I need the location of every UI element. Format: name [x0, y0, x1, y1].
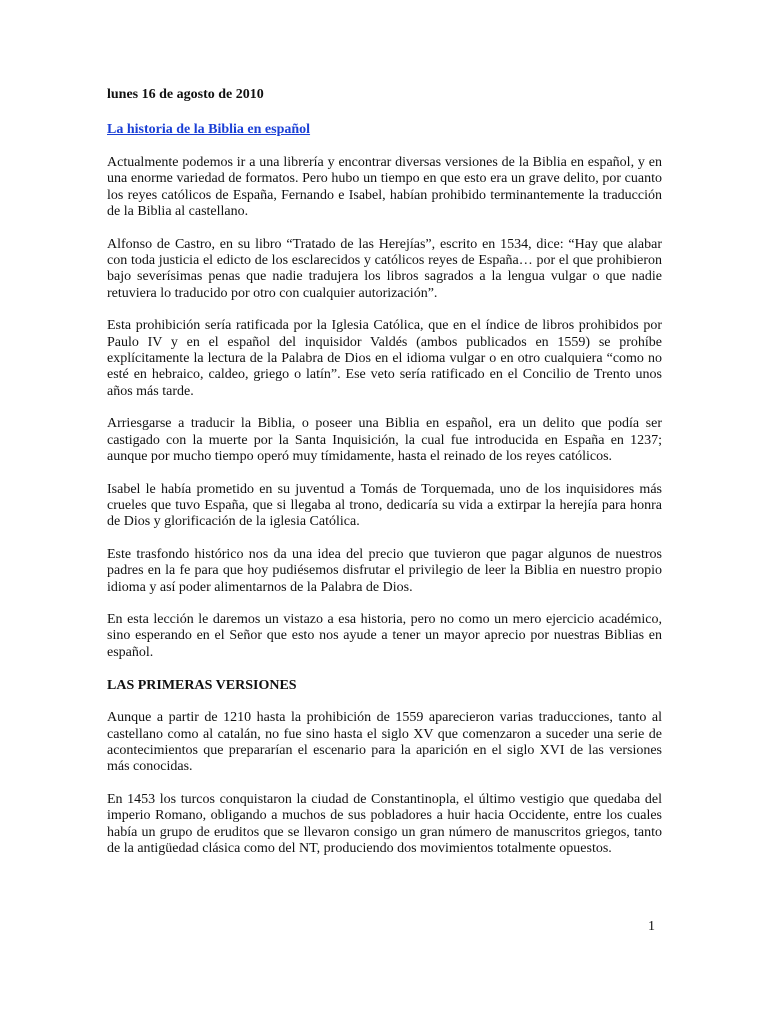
page-number: 1 [648, 919, 655, 934]
paragraph-5: Isabel le había prometido en su juventud a Tomás de Torquemada, uno de los inquisidores más crueles que tuvo España, que si llegaba al trono, dedicaría su vida a extirpar la herejía para honra de Dios y glorificación de la iglesia Católica. [107, 481, 662, 530]
paragraph-1: Actualmente podemos ir a una librería y encontrar diversas versiones de la Biblia en español, y en una enorme variedad de formatos. Pero hubo un tiempo en que esto era un grave delito, por cuanto los reyes católicos de España, Fernando e Isabel, habían prohibido terminantemente la traducción de la Biblia al castellano. [107, 155, 662, 220]
paragraph-6: Este trasfondo histórico nos da una idea del precio que tuvieron que pagar algunos de nuestros padres en la fe para que hoy pudiésemos disfrutar el privilegio de leer la Biblia en nuestro propio idioma y así poder alimentarnos de la Palabra de Dios. [107, 546, 662, 595]
section-heading: LAS PRIMERAS VERSIONES [107, 678, 297, 694]
post-date: lunes 16 de agosto de 2010 [107, 87, 264, 102]
document-body [107, 86, 662, 873]
section-paragraph-1: Aunque a partir de 1210 hasta la prohibición de 1559 aparecieron varias traducciones, tanto al castellano como al catalán, no fue sino hasta el siglo XV que comenzaron a suceder una serie de acontecimientos que prepararían el escenario para la aparición en el siglo XVI de las versiones más conocidas. [107, 710, 662, 775]
article-title-link[interactable]: La historia de la Biblia en español [107, 122, 311, 137]
section-paragraph-2: En 1453 los turcos conquistaron la ciudad de Constantinopla, el último vestigio que quedaba del imperio Romano, obligando a muchos de sus pobladores a huir hacia Occidente, entre los cuales había un grupo de eruditos que se llevaron consigo un gran número de manuscritos griegos, tanto de la antigüedad clásica como del NT, produciendo dos movimientos totalmente opuestos. [107, 791, 662, 856]
paragraph-3: Esta prohibición sería ratificada por la Iglesia Católica, que en el índice de libros prohibidos por Paulo IV y en el español del inquisidor Valdés (ambos publicados en 1559) se prohíbe explícitamente la lectura de la Palabra de Dios en el idioma vulgar o en otro cualquiera “como no esté en hebraico, caldeo, griego o latín”. Ese veto sería ratificado en el Concilio de Trento unos años más tarde. [107, 318, 662, 399]
paragraph-7: En esta lección le daremos un vistazo a esa historia, pero no como un mero ejercicio académico, sino esperando en el Señor que esto nos ayude a tener un mayor aprecio por nuestras Biblias en español. [107, 611, 662, 660]
paragraph-2: Alfonso de Castro, en su libro “Tratado de las Herejías”, escrito en 1534, dice: “Hay que alabar con toda justicia el edicto de los esclarecidos y católicos reyes de España… por el que prohibieron bajo severísimas penas que nadie tradujera los libros sagrados a la lengua vulgar o que nadie retuviera lo traducido por otro con cualquier autorización”. [107, 236, 662, 301]
paragraph-4: Arriesgarse a traducir la Biblia, o poseer una Biblia en español, era un delito que podía ser castigado con la muerte por la Santa Inquisición, la cual fue introducida en España en 1237; aunque por mucho tiempo operó muy tímidamente, hasta el reinado de los reyes católicos. [107, 416, 662, 465]
